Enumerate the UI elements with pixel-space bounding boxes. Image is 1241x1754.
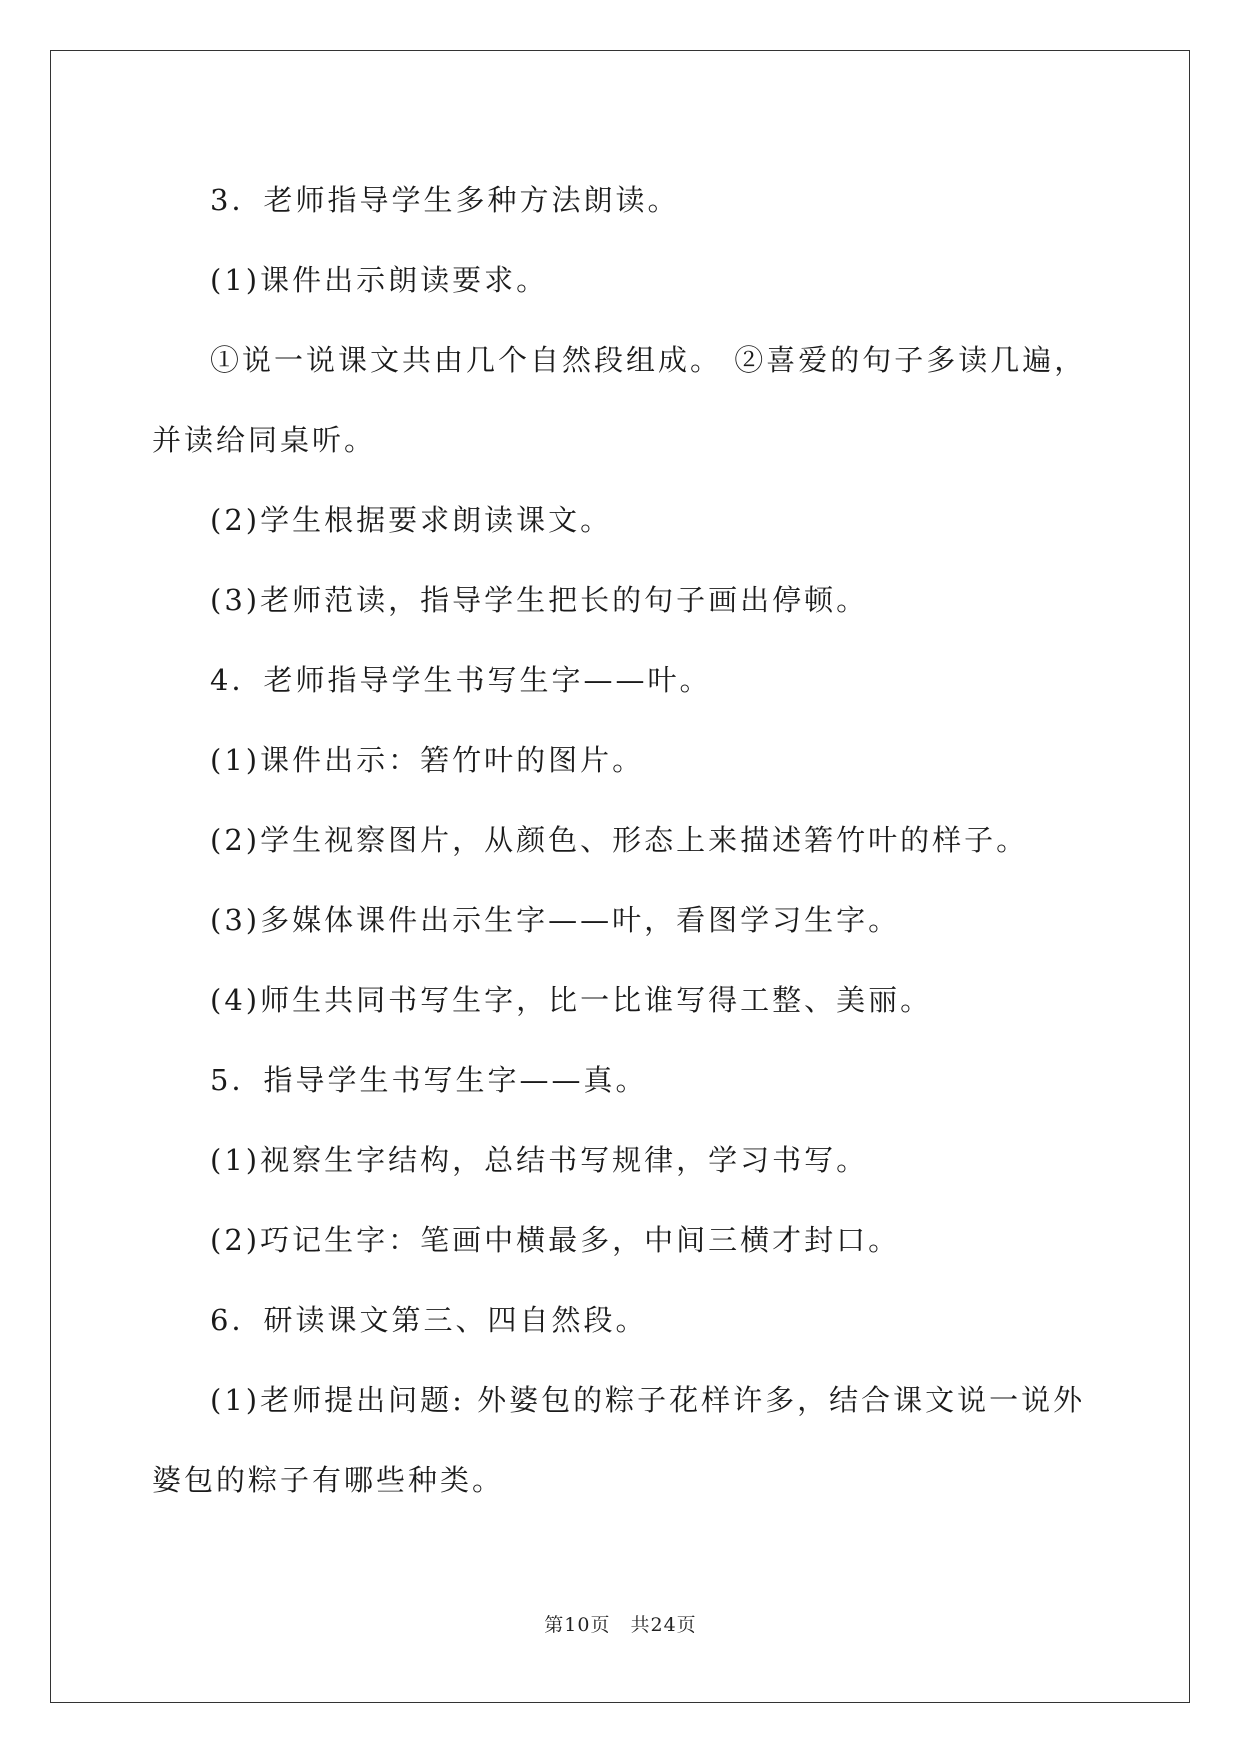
paragraph: 4．老师指导学生书写生字——叶。	[210, 663, 712, 697]
paragraph: (1)课件出示朗读要求。	[210, 263, 549, 297]
paragraph: (2)巧记生字：笔画中横最多，中间三横才封口。	[210, 1223, 901, 1257]
paragraph: (2)学生根据要求朗读课文。	[210, 503, 613, 537]
paragraph: (3)老师范读，指导学生把长的句子画出停顿。	[210, 583, 869, 617]
page-footer	[0, 1610, 1241, 1637]
page-number: 第10页	[544, 1614, 611, 1636]
total-pages: 共24页	[630, 1614, 697, 1636]
paragraph: (1)视察生字结构，总结书写规律，学习书写。	[210, 1143, 869, 1177]
paragraph: (2)学生视察图片，从颜色、形态上来描述箬竹叶的样子。	[210, 823, 1029, 857]
document-body	[152, 160, 1092, 1520]
paragraph: 3．老师指导学生多种方法朗读。	[210, 183, 680, 217]
paragraph: (1)课件出示：箬竹叶的图片。	[210, 743, 645, 777]
paragraph: (1)老师提出问题: 外婆包的粽子花样许多，结合课文说一说外婆包的粽子有哪些种类。	[152, 1383, 1086, 1497]
paragraph: 6．研读课文第三、四自然段。	[210, 1303, 648, 1337]
paragraph: ①说一说课文共由几个自然段组成。 ②喜爱的句子多读几遍，并读给同桌听。	[152, 343, 1087, 457]
paragraph: (3)多媒体课件出示生字——叶，看图学习生字。	[210, 903, 901, 937]
paragraph: 5．指导学生书写生字——真。	[210, 1063, 648, 1097]
paragraph: (4)师生共同书写生字，比一比谁写得工整、美丽。	[210, 983, 933, 1017]
